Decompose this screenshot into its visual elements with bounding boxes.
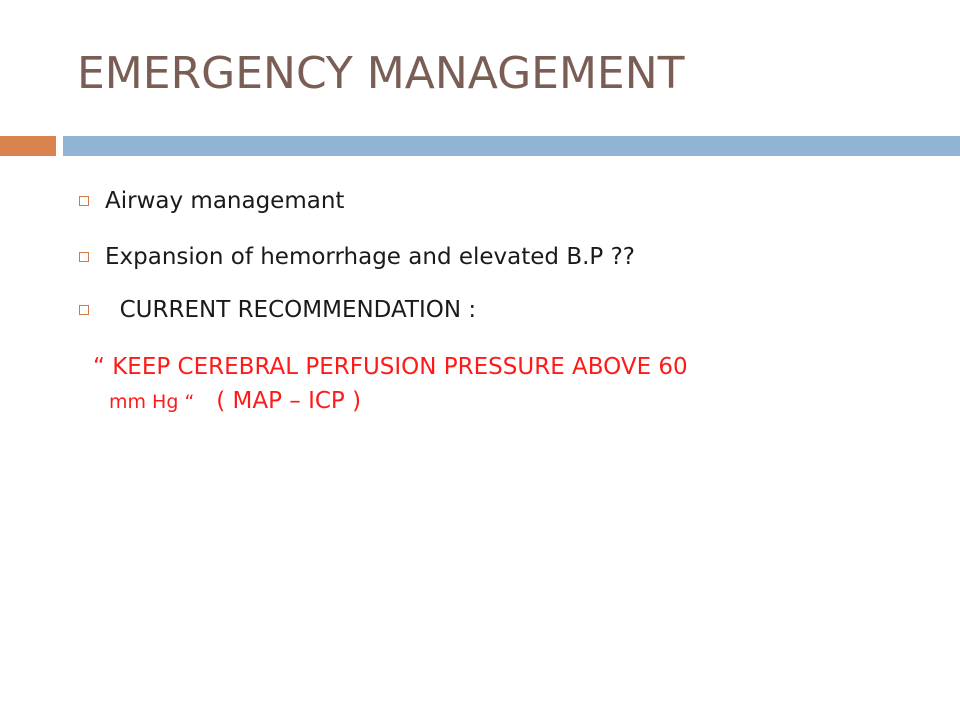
bullet-text: Airway managemant	[105, 188, 345, 214]
bullet-text: CURRENT RECOMMENDATION :	[105, 297, 477, 323]
title-accent-orange-bar	[0, 136, 56, 156]
bullet-item-airway	[79, 188, 344, 214]
bullet-item-expansion	[79, 244, 635, 270]
recommendation-line-1: “ KEEP CEREBRAL PERFUSION PRESSURE ABOVE 60	[93, 354, 688, 380]
blue-bar-fill	[63, 136, 960, 156]
bullet-item-recommendation	[79, 297, 476, 323]
square-bullet-icon	[79, 305, 89, 315]
slide-title: EMERGENCY MANAGEMENT	[77, 48, 685, 99]
recommendation-line-2	[93, 384, 923, 420]
bullet-text: Expansion of hemorrhage and elevated B.P ??	[105, 244, 636, 270]
square-bullet-icon	[79, 196, 89, 206]
recommendation-formula: ( MAP – ICP )	[194, 388, 362, 414]
square-bullet-icon	[79, 252, 89, 262]
title-accent-blue-bar	[63, 136, 960, 156]
recommendation-block	[93, 350, 923, 420]
orange-bar-fill	[0, 136, 56, 156]
recommendation-units: mm Hg “	[109, 391, 195, 413]
